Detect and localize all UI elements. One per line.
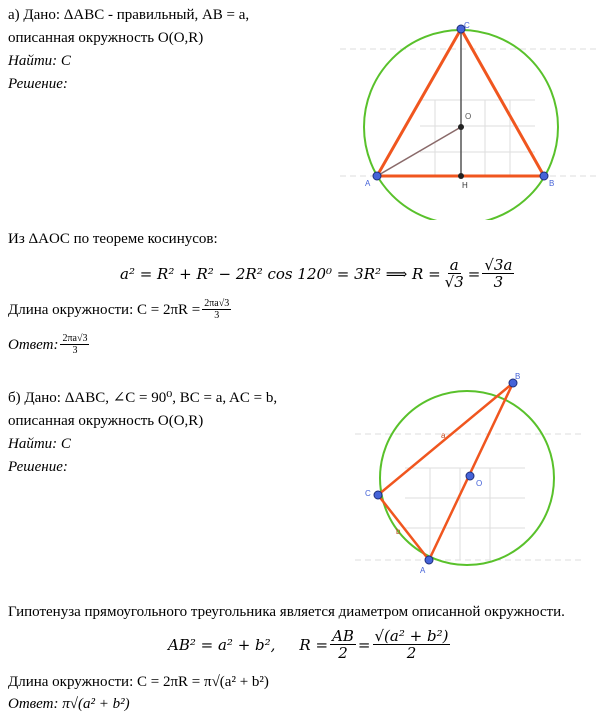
part-a-length-fraction — [202, 298, 231, 321]
part-b-point-o — [466, 472, 474, 480]
frac-denominator: √3 — [444, 273, 464, 291]
part-a-point-b — [540, 172, 548, 180]
part-b-label-a: A — [420, 566, 426, 575]
part-a-answer-fraction — [60, 333, 89, 356]
frac-denominator: 3 — [493, 273, 504, 291]
part-b-length: Длина окружности: C = 2πR = π√(a² + b²) — [8, 674, 269, 690]
frac-denominator: 3 — [214, 310, 220, 321]
part-b-fraction-1 — [330, 628, 356, 661]
part-b-formula — [168, 628, 452, 661]
part-a-given: а) Дано: ΔABC - правильный, AB = a, — [8, 7, 250, 23]
frac-numerator: 2πa√3 — [204, 298, 230, 309]
part-b-label-o: O — [476, 479, 483, 488]
part-a-length-label: Длина окружности: C = 2πR = — [8, 301, 201, 318]
part-b-answer: Ответ: π√(a² + b²) — [8, 696, 130, 712]
part-b-label-side-a: a — [441, 431, 446, 440]
equals-sign: = — [467, 264, 481, 283]
part-a-find: Найти: C — [8, 53, 71, 69]
part-b-circle-given: описанная окружность O(O,R) — [8, 413, 204, 429]
frac-numerator: √(a² + b²) — [374, 627, 449, 645]
part-b-label-b: B — [515, 372, 521, 381]
part-b-r-label: R = — [299, 635, 329, 654]
part-b-point-c — [374, 491, 382, 499]
part-a-formula — [120, 257, 516, 290]
part-a-formula-left: a² = R² + R² − 2R² cos 120⁰ = 3R² ⟹ R = — [120, 264, 441, 283]
part-b-figure — [345, 368, 590, 580]
part-b-point-a — [425, 556, 433, 564]
equals-sign: = — [357, 635, 371, 654]
part-a-answer-label: Ответ: — [8, 336, 59, 353]
part-a-label-c: C — [464, 21, 470, 30]
frac-denominator: 2 — [338, 644, 348, 662]
part-a-label-o: O — [465, 112, 472, 121]
part-a-length — [8, 298, 233, 321]
part-b-given: б) Дано: ΔABC, ∠C = 90⁰, BC = a, AC = b, — [8, 390, 278, 406]
part-a-figure — [335, 20, 600, 220]
part-b-label-side-b: b — [396, 527, 401, 536]
frac-numerator: 2πa√3 — [62, 333, 88, 344]
part-a-label-a: A — [365, 179, 371, 188]
part-b-formula-left: AB² = a² + b², — [168, 635, 276, 654]
part-a-solution-label: Решение: — [8, 76, 68, 92]
part-a-point-h — [458, 173, 464, 179]
part-b-fraction-2 — [373, 628, 451, 661]
frac-numerator: AB — [332, 627, 354, 645]
part-a-cosine-text: Из ΔAOC по теореме косинусов: — [8, 231, 218, 247]
frac-denominator: 2 — [406, 644, 417, 662]
part-a-fraction-1 — [443, 257, 466, 290]
frac-numerator: a — [449, 256, 459, 274]
part-a-circle-given: описанная окружность O(O,R) — [8, 30, 204, 46]
part-b-find: Найти: C — [8, 436, 71, 452]
part-a-point-o — [458, 124, 464, 130]
frac-denominator: 3 — [72, 345, 78, 356]
part-a-point-a — [373, 172, 381, 180]
frac-numerator: √3a — [484, 256, 513, 274]
part-a-label-h: H — [462, 181, 468, 190]
part-b-label-c: C — [365, 489, 371, 498]
part-b-hypotenuse-text: Гипотенуза прямоугольного треугольника является диаметром описанной окружности. — [8, 604, 565, 620]
part-b-solution-label: Решение: — [8, 459, 68, 475]
part-a-label-b: B — [549, 179, 555, 188]
part-a-answer — [8, 333, 91, 356]
part-a-fraction-2 — [482, 257, 514, 290]
